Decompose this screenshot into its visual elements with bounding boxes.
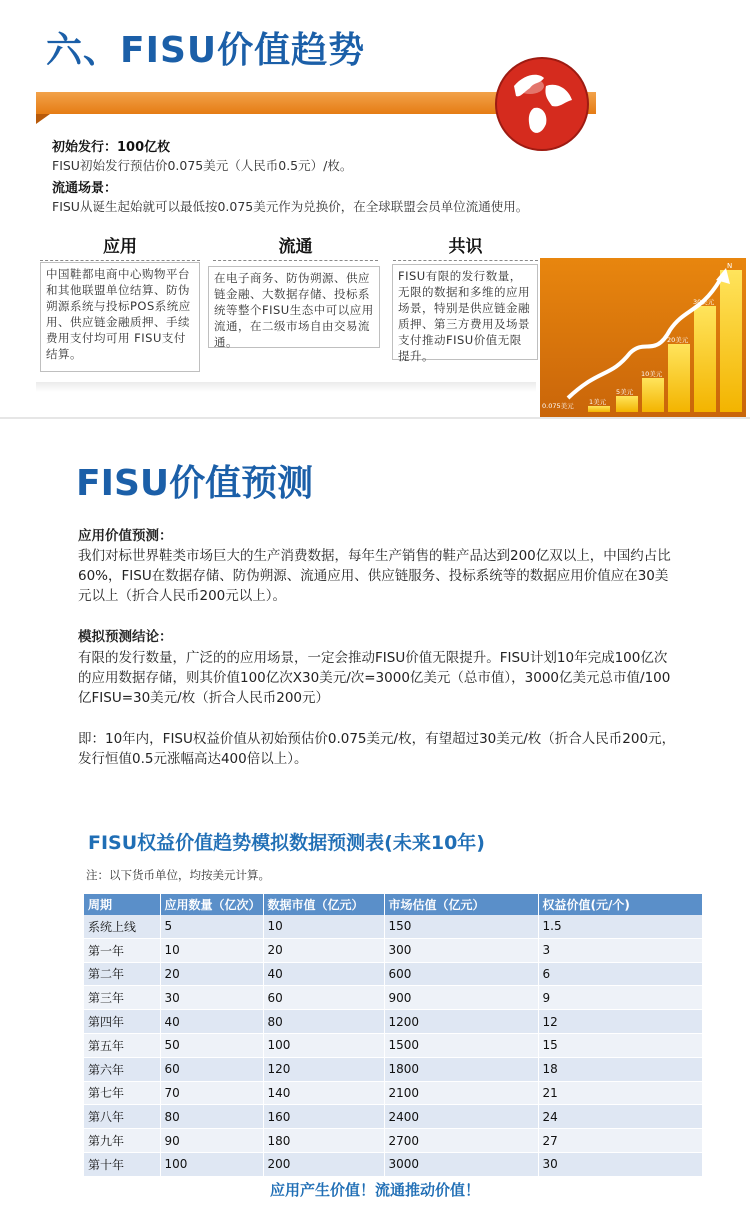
table-cell: 18 — [538, 1057, 702, 1081]
section-divider — [0, 417, 750, 419]
table-title: FISU权益价值趋势模拟数据预测表(未来10年) — [88, 832, 485, 854]
table-cell: 1200 — [384, 1010, 538, 1034]
table-cell: 第九年 — [84, 1129, 160, 1153]
table-header-cell: 市场估值（亿元） — [384, 894, 538, 915]
table-row — [84, 938, 702, 962]
prediction-label: 应用价值预测： — [78, 528, 173, 544]
table-header-cell: 周期 — [84, 894, 160, 915]
growth-bar-label: 20美元 — [667, 336, 689, 344]
table-cell: 100 — [160, 1152, 263, 1176]
table-cell: 2700 — [384, 1129, 538, 1153]
table-cell: 90 — [160, 1129, 263, 1153]
table-cell: 20 — [160, 962, 263, 986]
table-cell: 80 — [263, 1010, 384, 1034]
table-cell: 第四年 — [84, 1010, 160, 1034]
table-cell: 80 — [160, 1105, 263, 1129]
prediction-text: 我们对标世界鞋类市场巨大的生产消费数据，每年生产销售的鞋产品达到200亿双以上，中国约占比60%，FISU在数据存储、防伪朔源、流通应用、供应链服务、投标系统等的数据应用价值应在30美元以上（折合人民币200元以上）。 — [78, 548, 671, 604]
table-cell: 150 — [384, 915, 538, 938]
table-cell: 180 — [263, 1129, 384, 1153]
table-cell: 30 — [538, 1152, 702, 1176]
table-row — [84, 1010, 702, 1034]
growth-bar — [616, 396, 638, 412]
table-cell: 系统上线 — [84, 915, 160, 938]
table-cell: 50 — [160, 1033, 263, 1057]
table-cell: 1500 — [384, 1033, 538, 1057]
column-text-circulation: 在电子商务、防伪朔源、供应链金融、大数据存储、投标系统等整个FISU生态中可以应用流通，在二级市场自由交易流通。 — [208, 266, 380, 348]
table-note: 注：以下货币单位，均按美元计算。 — [86, 868, 270, 882]
table-header-cell: 应用数量（亿次） — [160, 894, 263, 915]
table-row — [84, 1057, 702, 1081]
table-header-row — [84, 894, 702, 915]
growth-bar — [694, 306, 716, 412]
table-cell: 600 — [384, 962, 538, 986]
table-cell: 15 — [538, 1033, 702, 1057]
table-cell: 第二年 — [84, 962, 160, 986]
simulation-text: 有限的发行数量，广泛的的应用场景，一定会推动FISU价值无限提升。FISU计划10年完成100亿次的应用数据存储，则其价值100亿次X30美元/次=3000亿美元（总市值），3000亿美元总市值/100亿FISU=30美元/枚（折合人民币200元） — [78, 650, 671, 706]
summary-text: 即：10年内，FISU权益价值从初始预估价0.075美元/枚，有望超过30美元/枚（折合人民币200元，发行恒值0.5元涨幅高达400倍以上）。 — [78, 731, 676, 767]
table-cell: 30 — [160, 986, 263, 1010]
growth-bar-label: 10美元 — [641, 370, 663, 378]
table-cell: 27 — [538, 1129, 702, 1153]
table-cell: 9 — [538, 986, 702, 1010]
table-cell: 2100 — [384, 1081, 538, 1105]
table-cell: 10 — [160, 938, 263, 962]
table-header-cell: 权益价值(元/个) — [538, 894, 702, 915]
table-cell: 第六年 — [84, 1057, 160, 1081]
table-cell: 900 — [384, 986, 538, 1010]
growth-bar-label: 1美元 — [589, 398, 607, 406]
table-header-cell: 数据市值（亿元） — [263, 894, 384, 915]
growth-bar — [668, 344, 690, 412]
table-cell: 3000 — [384, 1152, 538, 1176]
growth-bar — [588, 406, 610, 412]
growth-chart-illustration — [540, 258, 746, 418]
table-cell: 第七年 — [84, 1081, 160, 1105]
table-row — [84, 1129, 702, 1153]
table-row — [84, 915, 702, 938]
growth-bar — [720, 270, 742, 412]
growth-bar-label: 5美元 — [616, 388, 634, 396]
columns-shadow — [36, 382, 536, 392]
table-cell: 第五年 — [84, 1033, 160, 1057]
table-cell: 1800 — [384, 1057, 538, 1081]
prediction-table — [84, 894, 703, 1177]
table-row — [84, 986, 702, 1010]
table-cell: 1.5 — [538, 915, 702, 938]
initial-issue-label: 初始发行：100亿枚 — [52, 140, 171, 155]
scene-label: 流通场景： — [52, 181, 118, 196]
column-heading-circulation: 流通 — [278, 237, 313, 257]
table-row — [84, 1033, 702, 1057]
table-cell: 2400 — [384, 1105, 538, 1129]
table-cell: 21 — [538, 1081, 702, 1105]
table-row — [84, 1105, 702, 1129]
table-cell: 160 — [263, 1105, 384, 1129]
section-title-value-trend: 六、FISU价值趋势 — [46, 30, 366, 71]
table-cell: 第八年 — [84, 1105, 160, 1129]
table-cell: 24 — [538, 1105, 702, 1129]
table-row — [84, 1081, 702, 1105]
table-cell: 40 — [263, 962, 384, 986]
column-heading-consensus: 共识 — [448, 237, 483, 257]
table-row — [84, 962, 702, 986]
growth-bar — [642, 378, 664, 412]
table-cell: 20 — [263, 938, 384, 962]
title-underline-bar-tip — [36, 114, 50, 124]
initial-issue-text: FISU初始发行预估价0.075美元（人民币0.5元）/枚。 — [52, 158, 353, 173]
table-cell: 70 — [160, 1081, 263, 1105]
table-cell: 6 — [538, 962, 702, 986]
column-divider — [393, 260, 538, 261]
table-cell: 100 — [263, 1033, 384, 1057]
globe-icon — [494, 56, 590, 152]
table-cell: 200 — [263, 1152, 384, 1176]
table-cell: 第一年 — [84, 938, 160, 962]
table-cell: 120 — [263, 1057, 384, 1081]
table-cell: 40 — [160, 1010, 263, 1034]
table-cell: 10 — [263, 915, 384, 938]
table-cell: 300 — [384, 938, 538, 962]
table-cell: 60 — [160, 1057, 263, 1081]
table-cell: 第十年 — [84, 1152, 160, 1176]
column-divider — [40, 260, 200, 261]
scene-text: FISU从诞生起始就可以最低按0.075美元作为兑换价，在全球联盟会员单位流通使用。 — [52, 199, 529, 214]
column-heading-application: 应用 — [103, 237, 137, 257]
table-cell: 60 — [263, 986, 384, 1010]
column-text-consensus: FISU有限的发行数量，无限的数据和多维的应用场景，特别是供应链金融质押、第三方费用及场景支付推动FISU价值无限提升。 — [392, 264, 538, 360]
growth-bar-label: N — [727, 262, 733, 270]
growth-bar-label: 30美元 — [693, 298, 715, 306]
closing-slogan: 应用产生价值！流通推动价值！ — [269, 1181, 480, 1199]
table-cell: 3 — [538, 938, 702, 962]
column-text-application: 中国鞋都电商中心购物平台和其他联盟单位结算、防伪朔源系统与投标POS系统应用、供应链金融质押、手续费用支付均可用 FISU支付结算。 — [40, 262, 200, 372]
table-cell: 第三年 — [84, 986, 160, 1010]
table-cell: 5 — [160, 915, 263, 938]
section-title-value-prediction: FISU价值预测 — [76, 463, 314, 504]
table-cell: 140 — [263, 1081, 384, 1105]
simulation-label: 模拟预测结论： — [78, 629, 173, 645]
table-row — [84, 1152, 702, 1176]
table-cell: 12 — [538, 1010, 702, 1034]
column-divider — [213, 260, 378, 261]
growth-start-label: 0.075美元 — [542, 402, 574, 410]
